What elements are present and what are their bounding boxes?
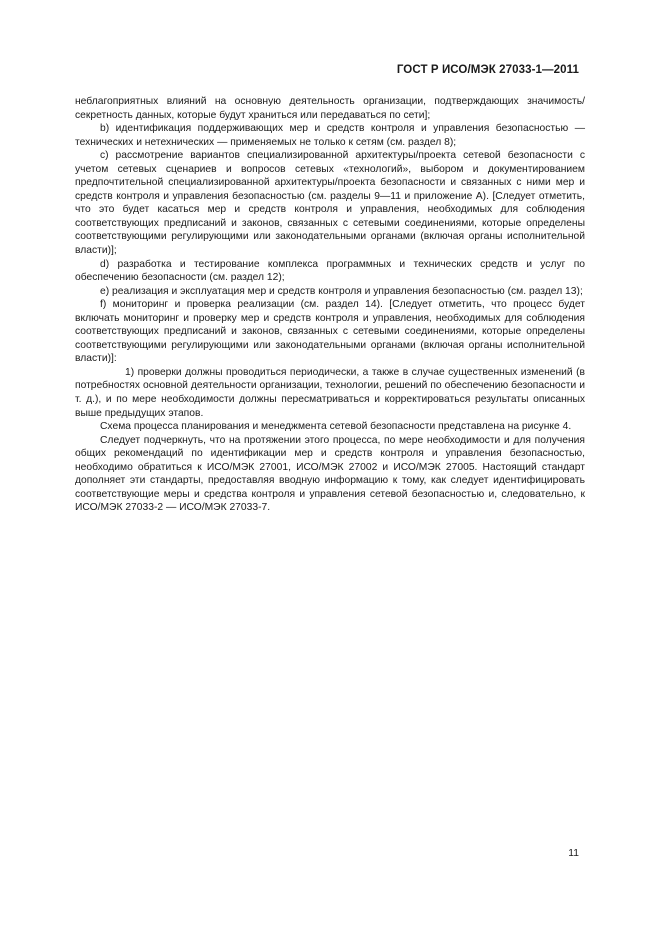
list-item-f: f) мониторинг и проверка реализации (см. раздел 14). [Следует отметить, что процесс будет включать мониторинг и проверку мер и средств контроля и управления, необходимых для соблюдения соответствующих предписаний и законов, связанных с сетевыми соединениями, которые определены соответствующими регулирующими или законодательными органами (включая органы исполнительной власти)]: [75,299,585,365]
paragraph-continuation: неблагоприятных влияний на основную деятельность организации, подтверждающих значимость/секретность данных, которые будут храниться или передаваться по сети]; [75,96,585,121]
sub-item-1: 1) проверки должны проводиться периодически, а также в случае существенных изменений (в потребностях основной деятельности организации, технологии, решений по обеспечению безопасности и т. д.), и по мере необходимости должны пересматриваться и корректироваться результаты описанных выше предыдущих этапов. [75,366,585,419]
paragraph-figure-reference: Схема процесса планирования и менеджмента сетевой безопасности представлена на рисунке 4. [100,421,572,433]
document-header: ГОСТ Р ИСО/МЭК 27033-1—2011 [396,64,579,76]
document-body [75,95,585,515]
list-item-b: b) идентификация поддерживающих мер и средств контроля и управления безопасностью — технических и нетехнических — применяемых не только к сетям (см. раздел 8); [75,123,585,148]
paragraph-conclusion: Следует подчеркнуть, что на протяжении этого процесса, по мере необходимости и для получения общих рекомендаций по идентификации мер и средств контроля и управления безопасностью, необходимо обратиться к ИСО/МЭК 27001, ИСО/МЭК 27002 и ИСО/МЭК 27005. Настоящий стандарт дополняет эти стандарты, предоставляя вводную информацию к тому, как следует идентифицировать соответствующие меры и средства контроля и управления сетевой безопасностью и, следовательно, к ИСО/МЭК 27033-2 — ИСО/МЭК 27033-7. [75,434,585,514]
page-number: 11 [568,848,579,859]
list-item-d: d) разработка и тестирование комплекса программных и технических средств и услуг по обеспечению безопасности (см. раздел 12); [75,258,585,284]
list-item-e: e) реализация и эксплуатация мер и средств контроля и управления безопасностью (см. раздел 13); [100,285,583,297]
list-item-c: c) рассмотрение вариантов специализированной архитектуры/проекта сетевой безопасности с учетом сетевых сценариев и вопросов сетевых «технологий», выбором и документированием предпочтительной специализированной архитектуры/проекта безопасности и связанных с ними мер и средств контроля и управления безопасностью (см. разделы 9—11 и приложение А). [Следует отметить, что это будет касаться мер и средств контроля и управления, необходимых для соблюдения соответствующих предписаний и законов, связанных с сетевыми соединениями, которые определены соответствующими регулирующими или законодательными органами (включая органы исполнительной власти)]; [75,150,585,257]
